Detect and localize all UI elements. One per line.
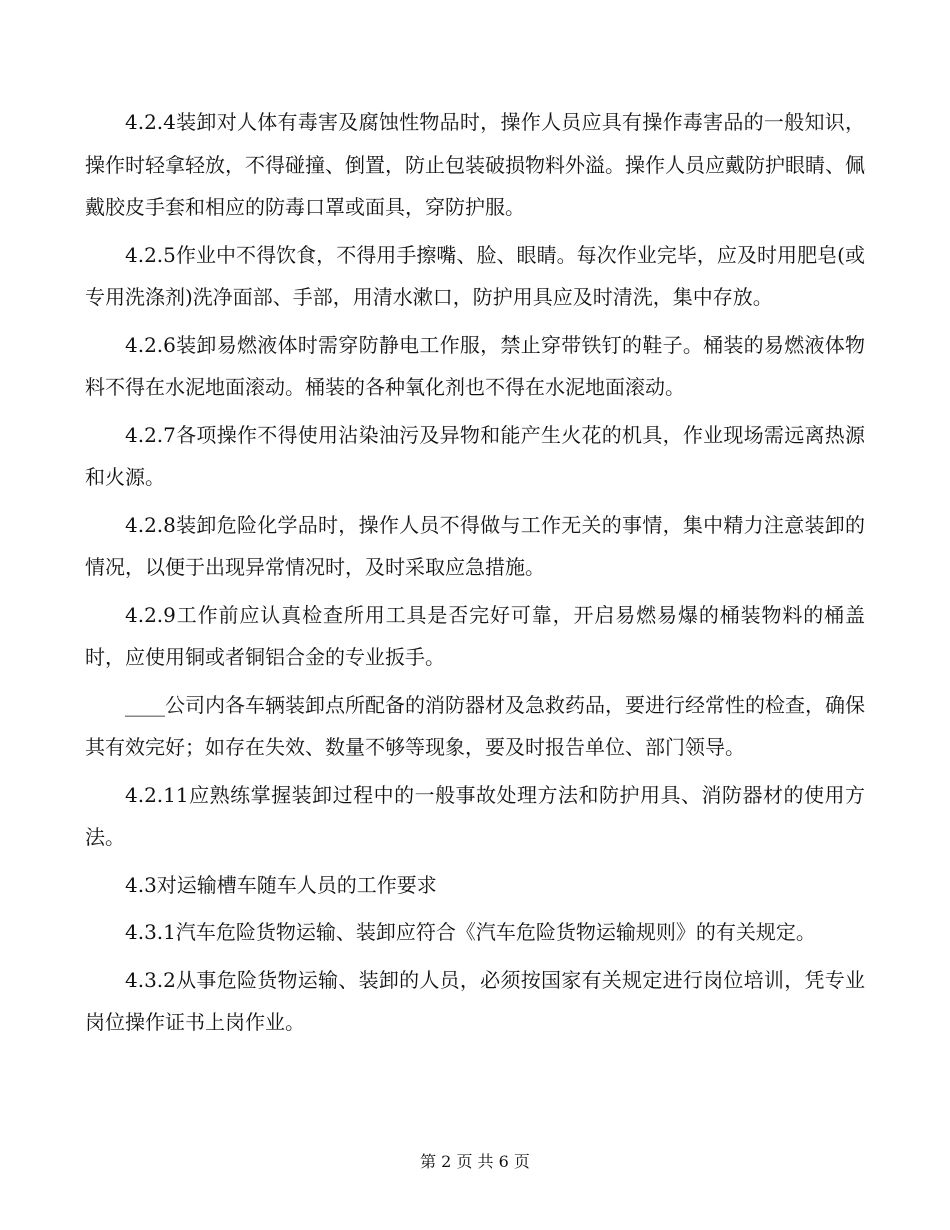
paragraph-4-2-5: 4.2.5作业中不得饮食，不得用手擦嘴、脸、眼睛。每次作业完毕，应及时用肥皂(或专用洗涤剂)洗净面部、手部，用清水漱口，防护用具应及时清洗，集中存放。 — [85, 242, 865, 309]
paragraph-4-2-9: 4.2.9工作前应认真检查所用工具是否完好可靠，开启易燃易爆的桶装物料的桶盖时，应使用铜或者铜铝合金的专业扳手。 — [85, 602, 865, 669]
paragraph-4-2-10: ____公司内各车辆装卸点所配备的消防器材及急救药品，要进行经常性的检查，确保其有效完好；如存在失效、数量不够等现象，要及时报告单位、部门领导。 — [85, 692, 865, 759]
paragraph-4-2-11: 4.2.11应熟练掌握装卸过程中的一般事故处理方法和防护用具、消防器材的使用方法。 — [85, 782, 865, 849]
paragraph-4-2-4: 4.2.4装卸对人体有毒害及腐蚀性物品时，操作人员应具有操作毒害品的一般知识，操作时轻拿轻放，不得碰撞、倒置，防止包装破损物料外溢。操作人员应戴防护眼睛、佩戴胶皮手套和相应的防毒口罩或面具，穿防护服。 — [85, 110, 865, 219]
paragraph-4-3-1: 4.3.1汽车危险货物运输、装卸应符合《汽车危险货物运输规则》的有关规定。 — [125, 920, 816, 944]
paragraph-4-3-2: 4.3.2从事危险货物运输、装卸的人员，必须按国家有关规定进行岗位培训，凭专业岗位操作证书上岗作业。 — [85, 967, 865, 1034]
document-body — [85, 101, 865, 1049]
paragraph-4-2-6: 4.2.6装卸易燃液体时需穿防静电工作服，禁止穿带铁钉的鞋子。桶装的易燃液体物料不得在水泥地面滚动。桶装的各种氧化剂也不得在水泥地面滚动。 — [85, 332, 865, 399]
section-heading-4-3: 4.3对运输槽车随车人员的工作要求 — [125, 872, 437, 897]
page-number-footer: 第 2 页 共 6 页 — [420, 1152, 530, 1171]
paragraph-4-2-8: 4.2.8装卸危险化学品时，操作人员不得做与工作无关的事情，集中精力注意装卸的情况，以便于出现异常情况时，及时采取应急措施。 — [85, 512, 865, 579]
paragraph-4-2-7: 4.2.7各项操作不得使用沾染油污及异物和能产生火花的机具，作业现场需远离热源和火源。 — [85, 422, 865, 489]
